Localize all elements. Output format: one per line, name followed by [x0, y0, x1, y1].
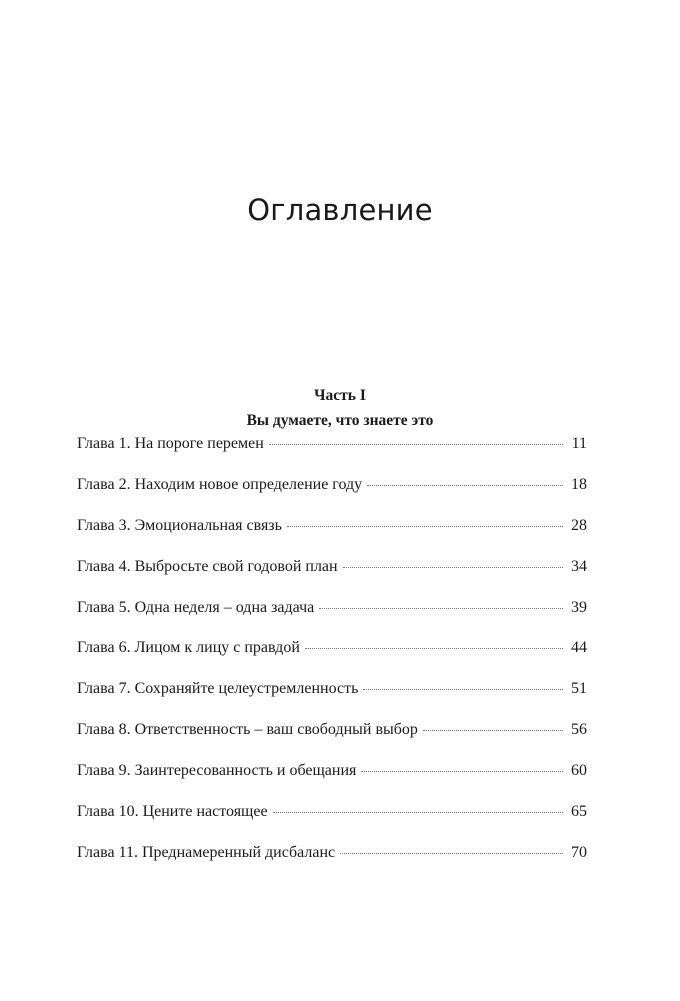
dot-leader	[305, 648, 563, 649]
dot-leader	[423, 730, 563, 731]
dot-leader	[273, 812, 563, 813]
toc-entry-page: 65	[571, 803, 587, 821]
toc-entry-label: Глава 3. Эмоциональная связь	[77, 516, 282, 534]
toc-entry-page: 44	[571, 639, 587, 657]
toc-entry-page: 60	[571, 762, 587, 780]
toc-entry-1	[77, 435, 587, 476]
dot-leader	[319, 608, 563, 609]
toc-entry-7	[77, 680, 587, 721]
toc-entry-2	[77, 476, 587, 517]
toc-entry-label: Глава 7. Сохраняйте целеустремленность	[77, 680, 359, 698]
toc-entry-page: 39	[571, 598, 587, 616]
dot-leader	[287, 526, 563, 527]
toc-entry-page: 56	[571, 721, 587, 739]
toc-entry-page: 51	[571, 680, 587, 698]
toc-entry-label: Глава 6. Лицом к лицу с правдой	[77, 639, 300, 657]
toc-entry-page: 70	[571, 843, 587, 861]
toc-entry-label: Глава 1. На пороге перемен	[77, 435, 264, 452]
toc-entry-label: Глава 2. Находим новое определение году	[77, 475, 363, 493]
table-of-contents	[77, 435, 587, 885]
toc-entry-label: Глава 4. Выбросьте свой годовой план	[77, 557, 338, 575]
toc-entry-label: Глава 8. Ответственность – ваш свободный выбор	[77, 721, 418, 739]
toc-entry-page: 11	[571, 435, 587, 452]
toc-entry-9	[77, 762, 587, 803]
part-label: Часть I	[314, 387, 366, 404]
dot-leader	[340, 853, 563, 854]
toc-entry-page: 18	[571, 475, 587, 493]
toc-entry-10	[77, 803, 587, 844]
toc-entry-5	[77, 599, 587, 640]
dot-leader	[269, 444, 563, 445]
toc-entry-6	[77, 639, 587, 680]
dot-leader	[367, 485, 563, 486]
toc-entry-page: 28	[571, 516, 587, 534]
dot-leader	[361, 771, 563, 772]
page-title: Оглавление	[247, 193, 433, 227]
part-title: Вы думаете, что знаете это	[246, 412, 434, 429]
toc-entry-8	[77, 721, 587, 762]
dot-leader	[363, 689, 563, 690]
dot-leader	[343, 567, 563, 568]
toc-entry-label: Глава 10. Цените настоящее	[77, 803, 268, 821]
toc-entry-11	[77, 844, 587, 885]
toc-entry-4	[77, 558, 587, 599]
toc-entry-label: Глава 9. Заинтересованность и обещания	[77, 762, 357, 780]
toc-entry-3	[77, 517, 587, 558]
toc-entry-label: Глава 11. Преднамеренный дисбаланс	[77, 843, 336, 861]
toc-entry-label: Глава 5. Одна неделя – одна задача	[77, 598, 315, 616]
toc-entry-page: 34	[571, 557, 587, 575]
